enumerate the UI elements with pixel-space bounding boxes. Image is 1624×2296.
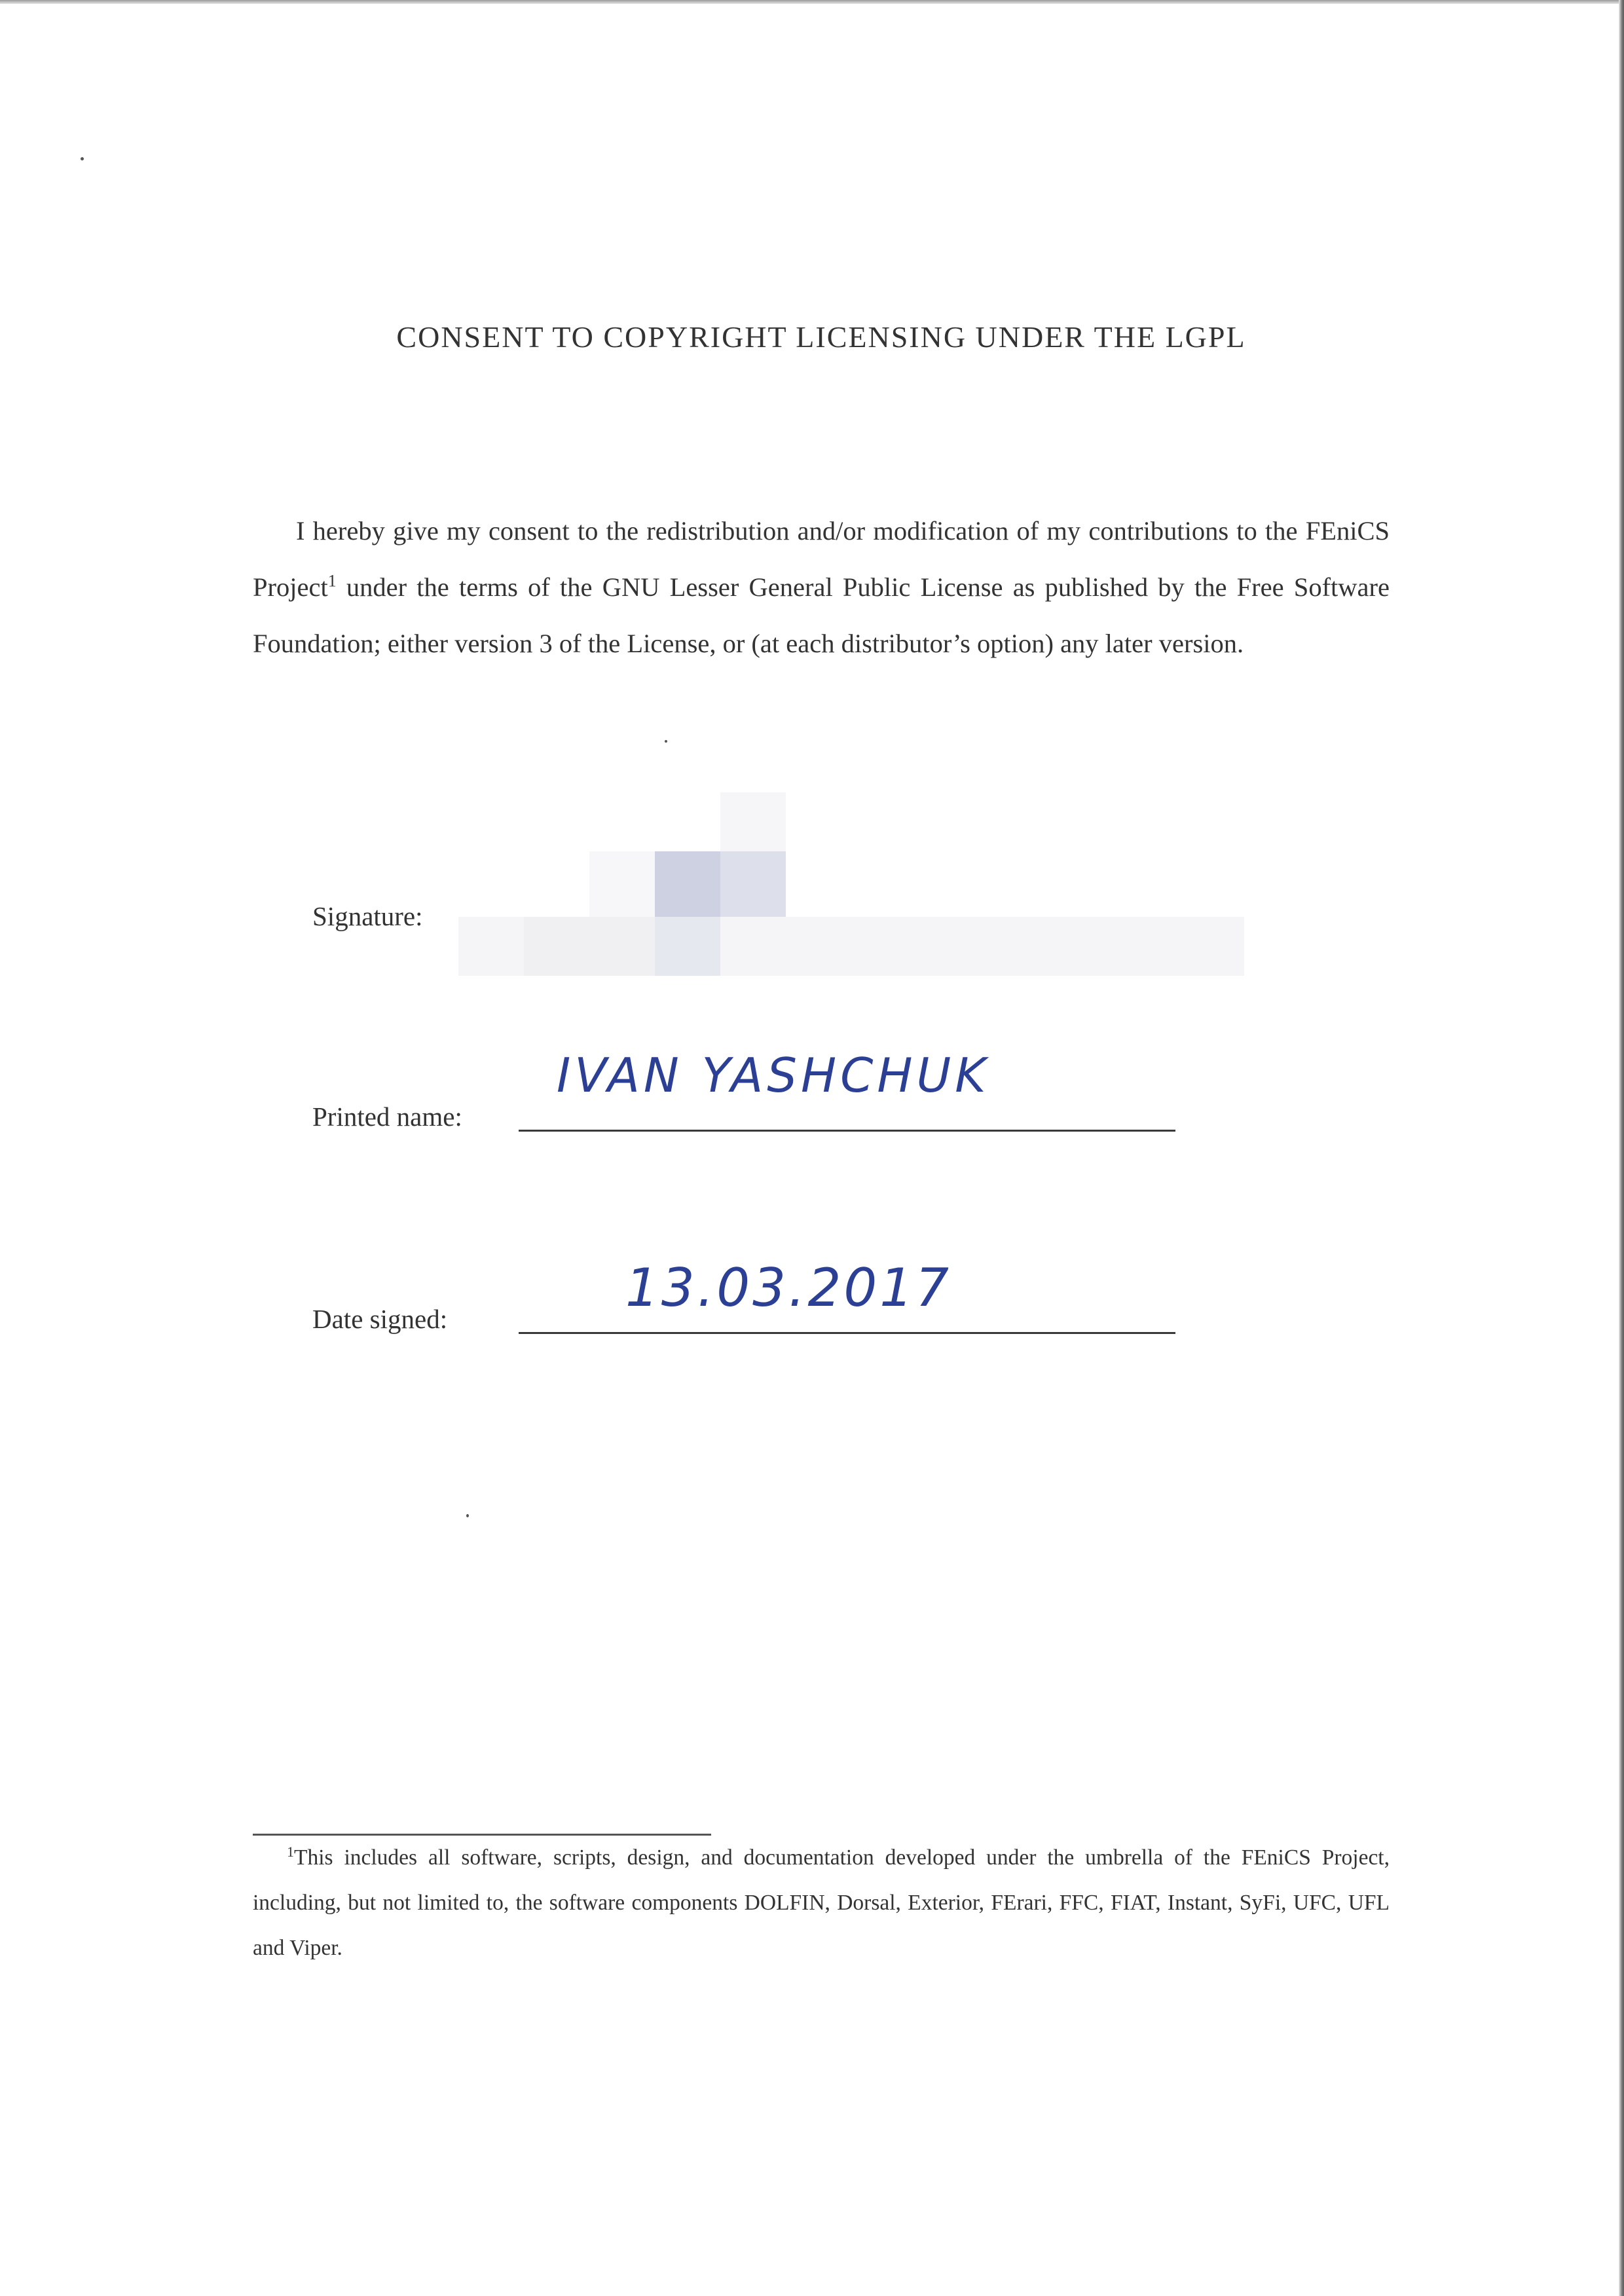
scan-speck xyxy=(466,1514,469,1517)
signature-label: Signature: xyxy=(312,901,423,931)
date-signed-handwritten: 13.03.2017 xyxy=(625,1257,952,1318)
date-signed-label: Date signed: xyxy=(312,1304,448,1334)
scan-speck xyxy=(665,740,667,743)
printed-name-label: Printed name: xyxy=(312,1102,462,1132)
footnote-number: 1 xyxy=(287,1843,294,1860)
scan-speck xyxy=(81,157,84,160)
scan-edge-top xyxy=(0,0,1624,4)
date-signed-line xyxy=(519,1332,1175,1334)
consent-paragraph xyxy=(253,503,1390,672)
footnote xyxy=(253,1835,1390,1971)
footnote-reference: 1 xyxy=(327,571,337,591)
footnote-text: This includes all software, scripts, design, and documentation developed under the umbrella of the FEniCS Project, including, but not limited to, the software components DOLFIN, Dorsal, Exterior, FErari, FFC, FIAT, Instant, SyFi, UFC, UFL and Viper. xyxy=(253,1845,1390,1960)
document-title: CONSENT TO COPYRIGHT LICENSING UNDER THE LGPL xyxy=(396,320,1246,354)
consent-text-start: I hereby give my consent to the redistribution and/or modification of my contributions to the FEniCS Project xyxy=(253,516,1390,602)
signature-redacted xyxy=(458,792,1244,989)
consent-text-end: under the terms of the GNU Lesser General Public License as published by the Free Software Foundation; either version 3 of the License, or (at each distributor’s option) any later version. xyxy=(253,572,1390,658)
printed-name-line xyxy=(519,1130,1175,1132)
printed-name-handwritten: IVAN YASHCHUK xyxy=(557,1048,990,1103)
